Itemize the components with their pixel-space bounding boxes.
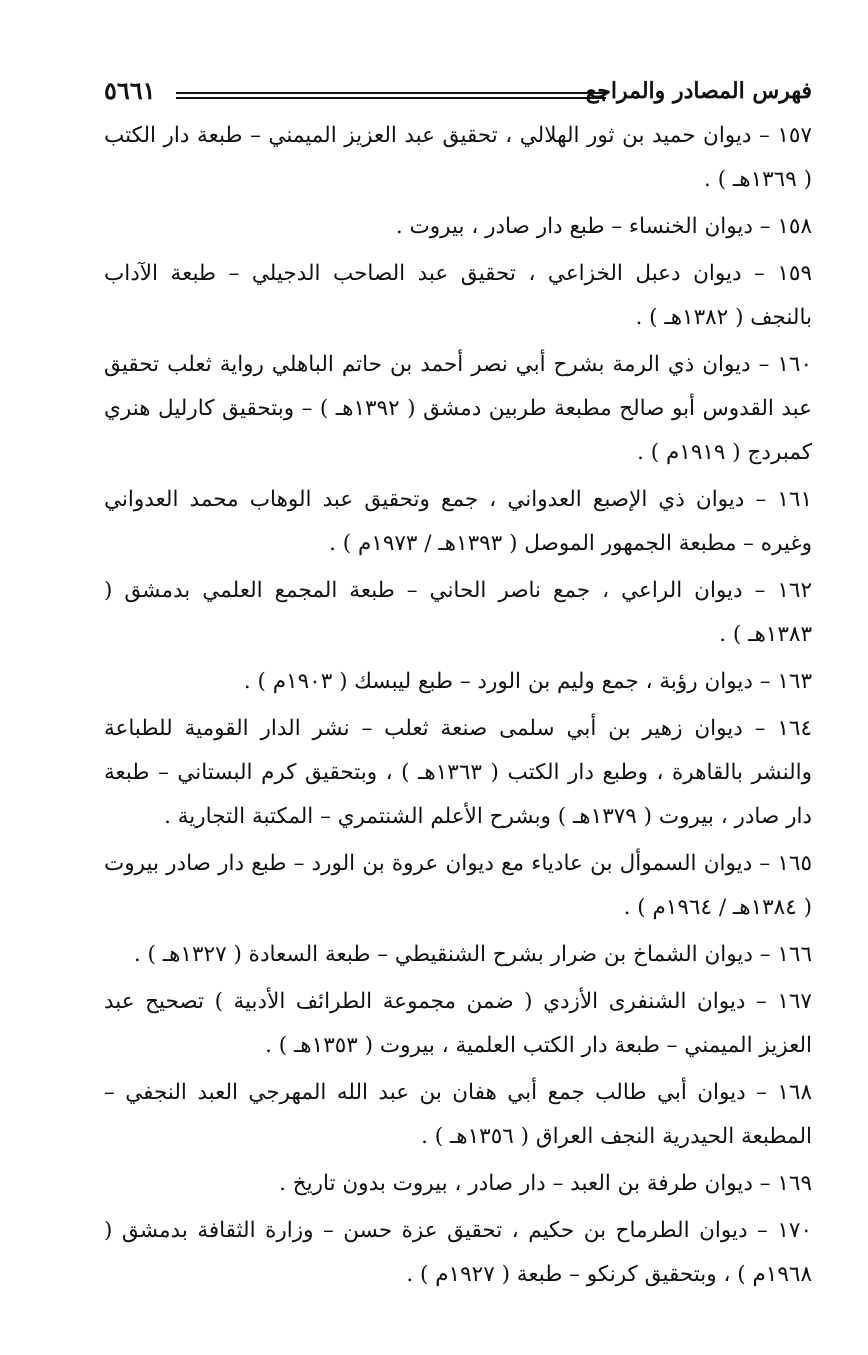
bibliography-entry: [104, 980, 812, 1068]
bibliography-entry: [104, 205, 812, 249]
page-number: ٥٦٦١: [104, 76, 156, 105]
entry-number: ١٦٥: [777, 851, 812, 876]
bibliography-entry: [104, 1209, 812, 1297]
entry-number: ١٦٢: [777, 578, 812, 603]
entry-text: – ديوان ذي الإصبع العدواني ، جمع وتحقيق عبد الوهاب محمد العدواني وغيره – مطبعة الجمهور الموصل ( ١٣٩٣هـ / ١٩٧٣م ) .: [104, 487, 812, 556]
bibliography-entry: [104, 842, 812, 930]
entry-text: – ديوان الخنساء – طبع دار صادر ، بيروت .: [395, 214, 771, 239]
entry-number: ١٦٦: [777, 942, 812, 967]
bibliography-entry: [104, 114, 812, 202]
entry-text: – ديوان السموأل بن عادياء مع ديوان عروة بن الورد – طبع دار صادر بيروت ( ١٣٨٤هـ / ١٩٦٤م ) .: [104, 851, 812, 920]
bibliography-entry: [104, 707, 812, 839]
entry-text: – ديوان الشماخ بن ضرار بشرح الشنقيطي – طبعة السعادة ( ١٣٢٧هـ ) .: [133, 942, 771, 967]
entry-text: – ديوان أبي طالب جمع أبي هفان بن عبد الله المهرجي العبد النجفي – المطبعة الحيدرية النجف العراق ( ١٣٥٦هـ ) .: [104, 1080, 812, 1149]
bibliography-entry: [104, 252, 812, 340]
entry-number: ١٦١: [777, 487, 812, 512]
page-header: [104, 64, 812, 112]
entry-number: ١٦٧: [777, 989, 812, 1014]
header-double-rule: [176, 92, 606, 99]
entry-number: ١٥٩: [777, 261, 812, 286]
entry-text: – ديوان الشنفرى الأزدي ( ضمن مجموعة الطرائف الأدبية ) تصحيح عبد العزيز الميمني – طبعة دار الكتب العلمية ، بيروت ( ١٣٥٣هـ ) .: [104, 989, 812, 1058]
entry-text: – ديوان زهير بن أبي سلمى صنعة ثعلب – نشر الدار القومية للطباعة والنشر بالقاهرة ، وطبع دار الكتب ( ١٣٦٣هـ ) ، وبتحقيق كرم البستاني – طبعة دار صادر ، بيروت ( ١٣٧٩هـ ) وبشرح الأعلم الشنتمري – المكتبة التجارية .: [104, 716, 813, 829]
entry-number: ١٦٩: [777, 1171, 812, 1196]
bibliography-entry: [104, 1162, 812, 1206]
bibliography-list: [104, 114, 812, 1297]
entry-text: – ديوان ذي الرمة بشرح أبي نصر أحمد بن حاتم الباهلي رواية ثعلب تحقيق عبد القدوس أبو صالح مطبعة طربين دمشق ( ١٣٩٢هـ ) – وبتحقيق كارليل هنري كمبردج ( ١٩١٩م ) .: [104, 352, 812, 465]
bibliography-entry: [104, 1071, 812, 1159]
running-title: فهرس المصادر والمراجع: [585, 78, 812, 104]
entry-text: – ديوان الطرماح بن حكيم ، تحقيق عزة حسن – وزارة الثقافة بدمشق ( ١٩٦٨م ) ، وبتحقيق كرنكو – طبعة ( ١٩٢٧م ) .: [104, 1218, 812, 1287]
bibliography-entry: [104, 933, 812, 977]
entry-text: – ديوان دعبل الخزاعي ، تحقيق عبد الصاحب الدجيلي – طبعة الآداب بالنجف ( ١٣٨٢هـ ) .: [104, 261, 812, 330]
bibliography-entry: [104, 660, 812, 704]
entry-number: ١٦٣: [777, 669, 812, 694]
entry-number: ١٧٠: [777, 1218, 812, 1243]
entry-text: – ديوان طرفة بن العبد – دار صادر ، بيروت بدون تاريخ .: [279, 1171, 771, 1196]
entry-number: ١٥٧: [777, 123, 812, 148]
entry-number: ١٦٤: [777, 716, 812, 741]
entry-number: ١٦٠: [777, 352, 812, 377]
entry-text: – ديوان حميد بن ثور الهلالي ، تحقيق عبد العزيز الميمني – طبعة دار الكتب ( ١٣٦٩هـ ) .: [104, 123, 812, 192]
bibliography-entry: [104, 569, 812, 657]
bibliography-entry: [104, 478, 812, 566]
bibliography-entry: [104, 343, 812, 475]
entry-text: – ديوان الراعي ، جمع ناصر الحاني – طبعة المجمع العلمي بدمشق ( ١٣٨٣هـ ) .: [104, 578, 812, 647]
entry-number: ١٦٨: [777, 1080, 813, 1105]
entry-number: ١٥٨: [777, 214, 812, 239]
entry-text: – ديوان رؤبة ، جمع وليم بن الورد – طبع ليبسك ( ١٩٠٣م ) .: [243, 669, 771, 694]
